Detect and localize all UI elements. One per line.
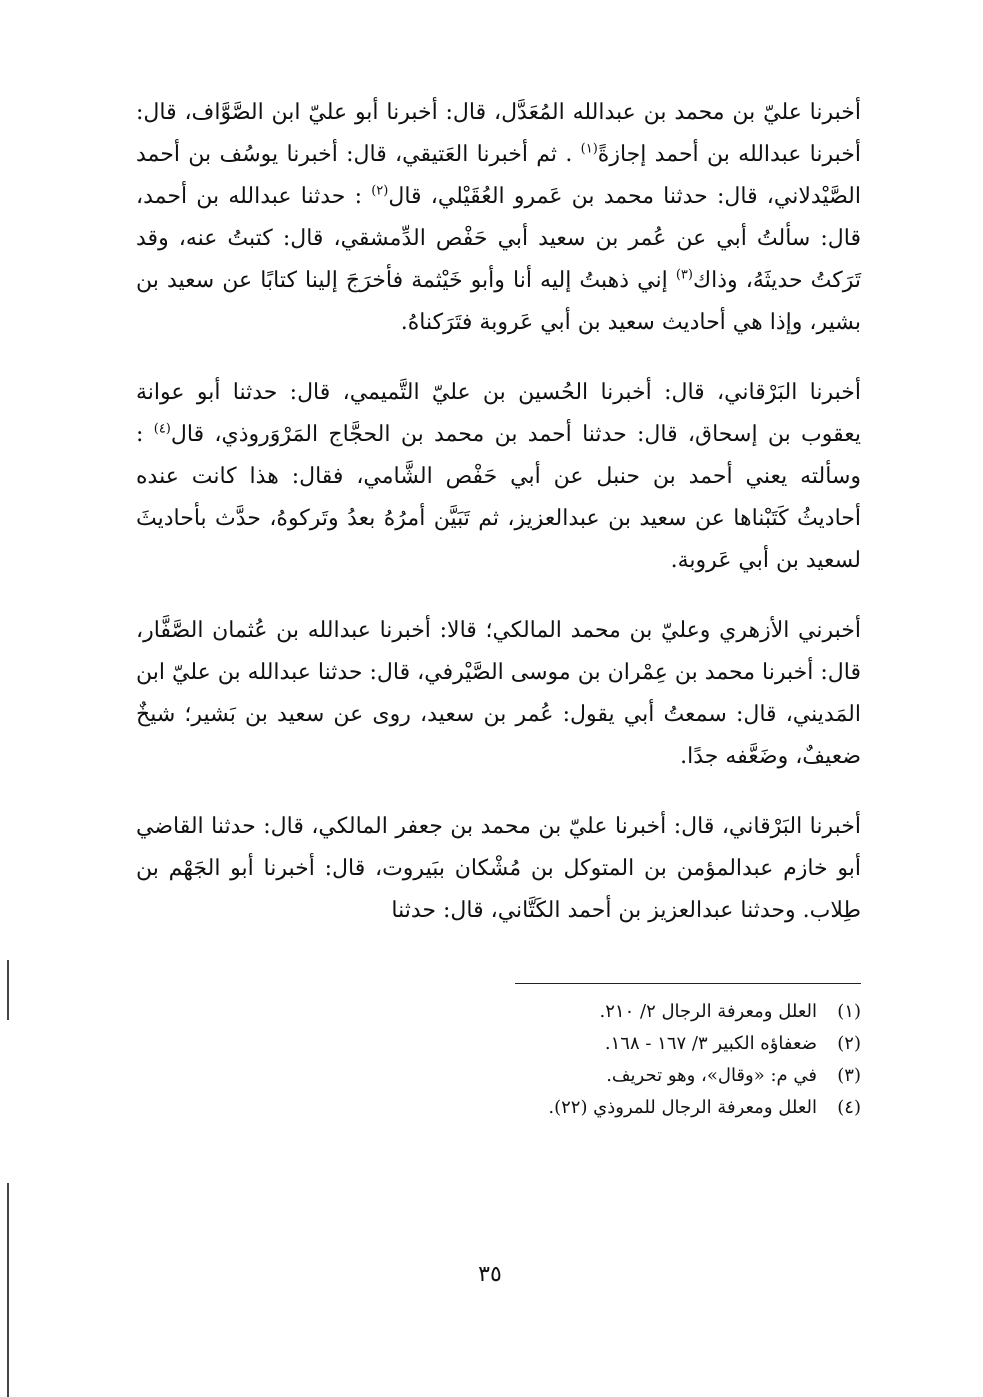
- page-number: ٣٥: [478, 1262, 502, 1287]
- paragraph-segment: أخبرنا عليّ بن محمد بن عبدالله المُعَدَّل، قال: أخبرنا أبو عليّ ابن الصَّوَّاف، قال: أخبرنا عبدالله بن أحمد إجازةً: [136, 100, 861, 167]
- scan-edge-line: [7, 1183, 9, 1397]
- footnote-divider: [515, 983, 861, 984]
- paragraph-3: [136, 610, 861, 778]
- footnote-text: العلل ومعرفة الرجال للمروذي (٢٢).: [548, 1097, 817, 1118]
- paragraph-2: [136, 372, 861, 582]
- footnote-4: [300, 1092, 861, 1124]
- footnote-text: ضعفاؤه الكبير ٣/ ١٦٧ - ١٦٨.: [604, 1033, 817, 1054]
- paragraph-segment: أخبرنا البَرْقاني، قال: أخبرنا عليّ بن محمد بن جعفر المالكي، قال: حدثنا القاضي أبو خازم عبدالمؤمن بن المتوكل بن مُشْكان ببَيروت، قال: أخبرنا أبو الجَهْم بن طِلاب. وحدثنا عبدالعزيز بن أحمد الكَتَّاني، قال: حدثنا: [136, 814, 861, 923]
- footnote-3: [300, 1060, 861, 1092]
- footnote-1: [300, 996, 861, 1028]
- footnote-number: (٢): [837, 1033, 861, 1054]
- footnote-marker: (٢): [371, 183, 389, 199]
- paragraph-segment: : وسألته يعني أحمد بن حنبل عن أبي حَفْص الشَّامي، فقال: هذا كانت عنده أحاديثُ كَتَبْناها عن سعيد بن عبدالعزيز، ثم تَبَيَّن أمرُهُ بعدُ وتَركوهُ، حدَّث بأحاديثَ لسعيد بن أبي عَروبة.: [136, 422, 861, 573]
- footnote-number: (١): [837, 1001, 861, 1022]
- footnotes: [300, 996, 861, 1124]
- paragraph-segment: : حدثنا عبدالله بن أحمد، قال: سألتُ أبي عن عُمر بن سعيد أبي حَفْص الدِّمشقي، قال: كتبتُ عنه، وقد تَرَكتُ حديثَهُ، وذاك: [136, 184, 862, 293]
- footnote-marker: (١): [580, 141, 598, 157]
- paragraph-segment: أخبرنا البَرْقاني، قال: أخبرنا الحُسين بن عليّ التَّميمي، قال: حدثنا أبو عوانة يعقوب بن إسحاق، قال: حدثنا أحمد بن محمد بن الحجَّاج المَرْوَروذي، قال: [136, 380, 861, 447]
- footnote-marker: (٣): [675, 267, 693, 283]
- footnote-2: [300, 1028, 861, 1060]
- footnote-text: العلل ومعرفة الرجال ٢/ ٢١٠.: [599, 1001, 817, 1022]
- paragraph-1: [136, 92, 861, 344]
- paragraph-segment: أخبرني الأزهري وعليّ بن محمد المالكي؛ قالا: أخبرنا عبدالله بن عُثمان الصَّفَّار، قال: أخبرنا محمد بن عِمْران بن موسى الصَّيْرفي، قال: حدثنا عبدالله بن عليّ ابن المَديني، قال: سمعتُ أبي يقول: عُمر بن سعيد، روى عن سعيد بن بَشير؛ شيخٌ ضعيفٌ، وضَعَّفه جدًا.: [136, 618, 861, 769]
- main-text: [136, 92, 861, 960]
- paragraph-segment: إني ذهبتُ إليه أنا وأبو خَيْثمة فأخرَجَ إلينا كتابًا عن سعيد بن بشير، وإذا هي أحاديث سعيد بن أبي عَروبة فتَرَكناهُ.: [136, 268, 861, 335]
- footnote-text: في م: «وقال»، وهو تحريف.: [606, 1065, 817, 1086]
- paragraph-segment: . ثم أخبرنا العَتيقي، قال: أخبرنا يوسُف بن أحمد الصَّيْدلاني، قال: حدثنا محمد بن عَمرو العُقَيْلي، قال: [136, 142, 861, 209]
- footnote-number: (٣): [837, 1065, 861, 1086]
- footnote-number: (٤): [837, 1097, 861, 1118]
- footnote-marker: (٤): [153, 421, 171, 437]
- scan-edge-line: [7, 960, 9, 1020]
- paragraph-4: [136, 806, 861, 932]
